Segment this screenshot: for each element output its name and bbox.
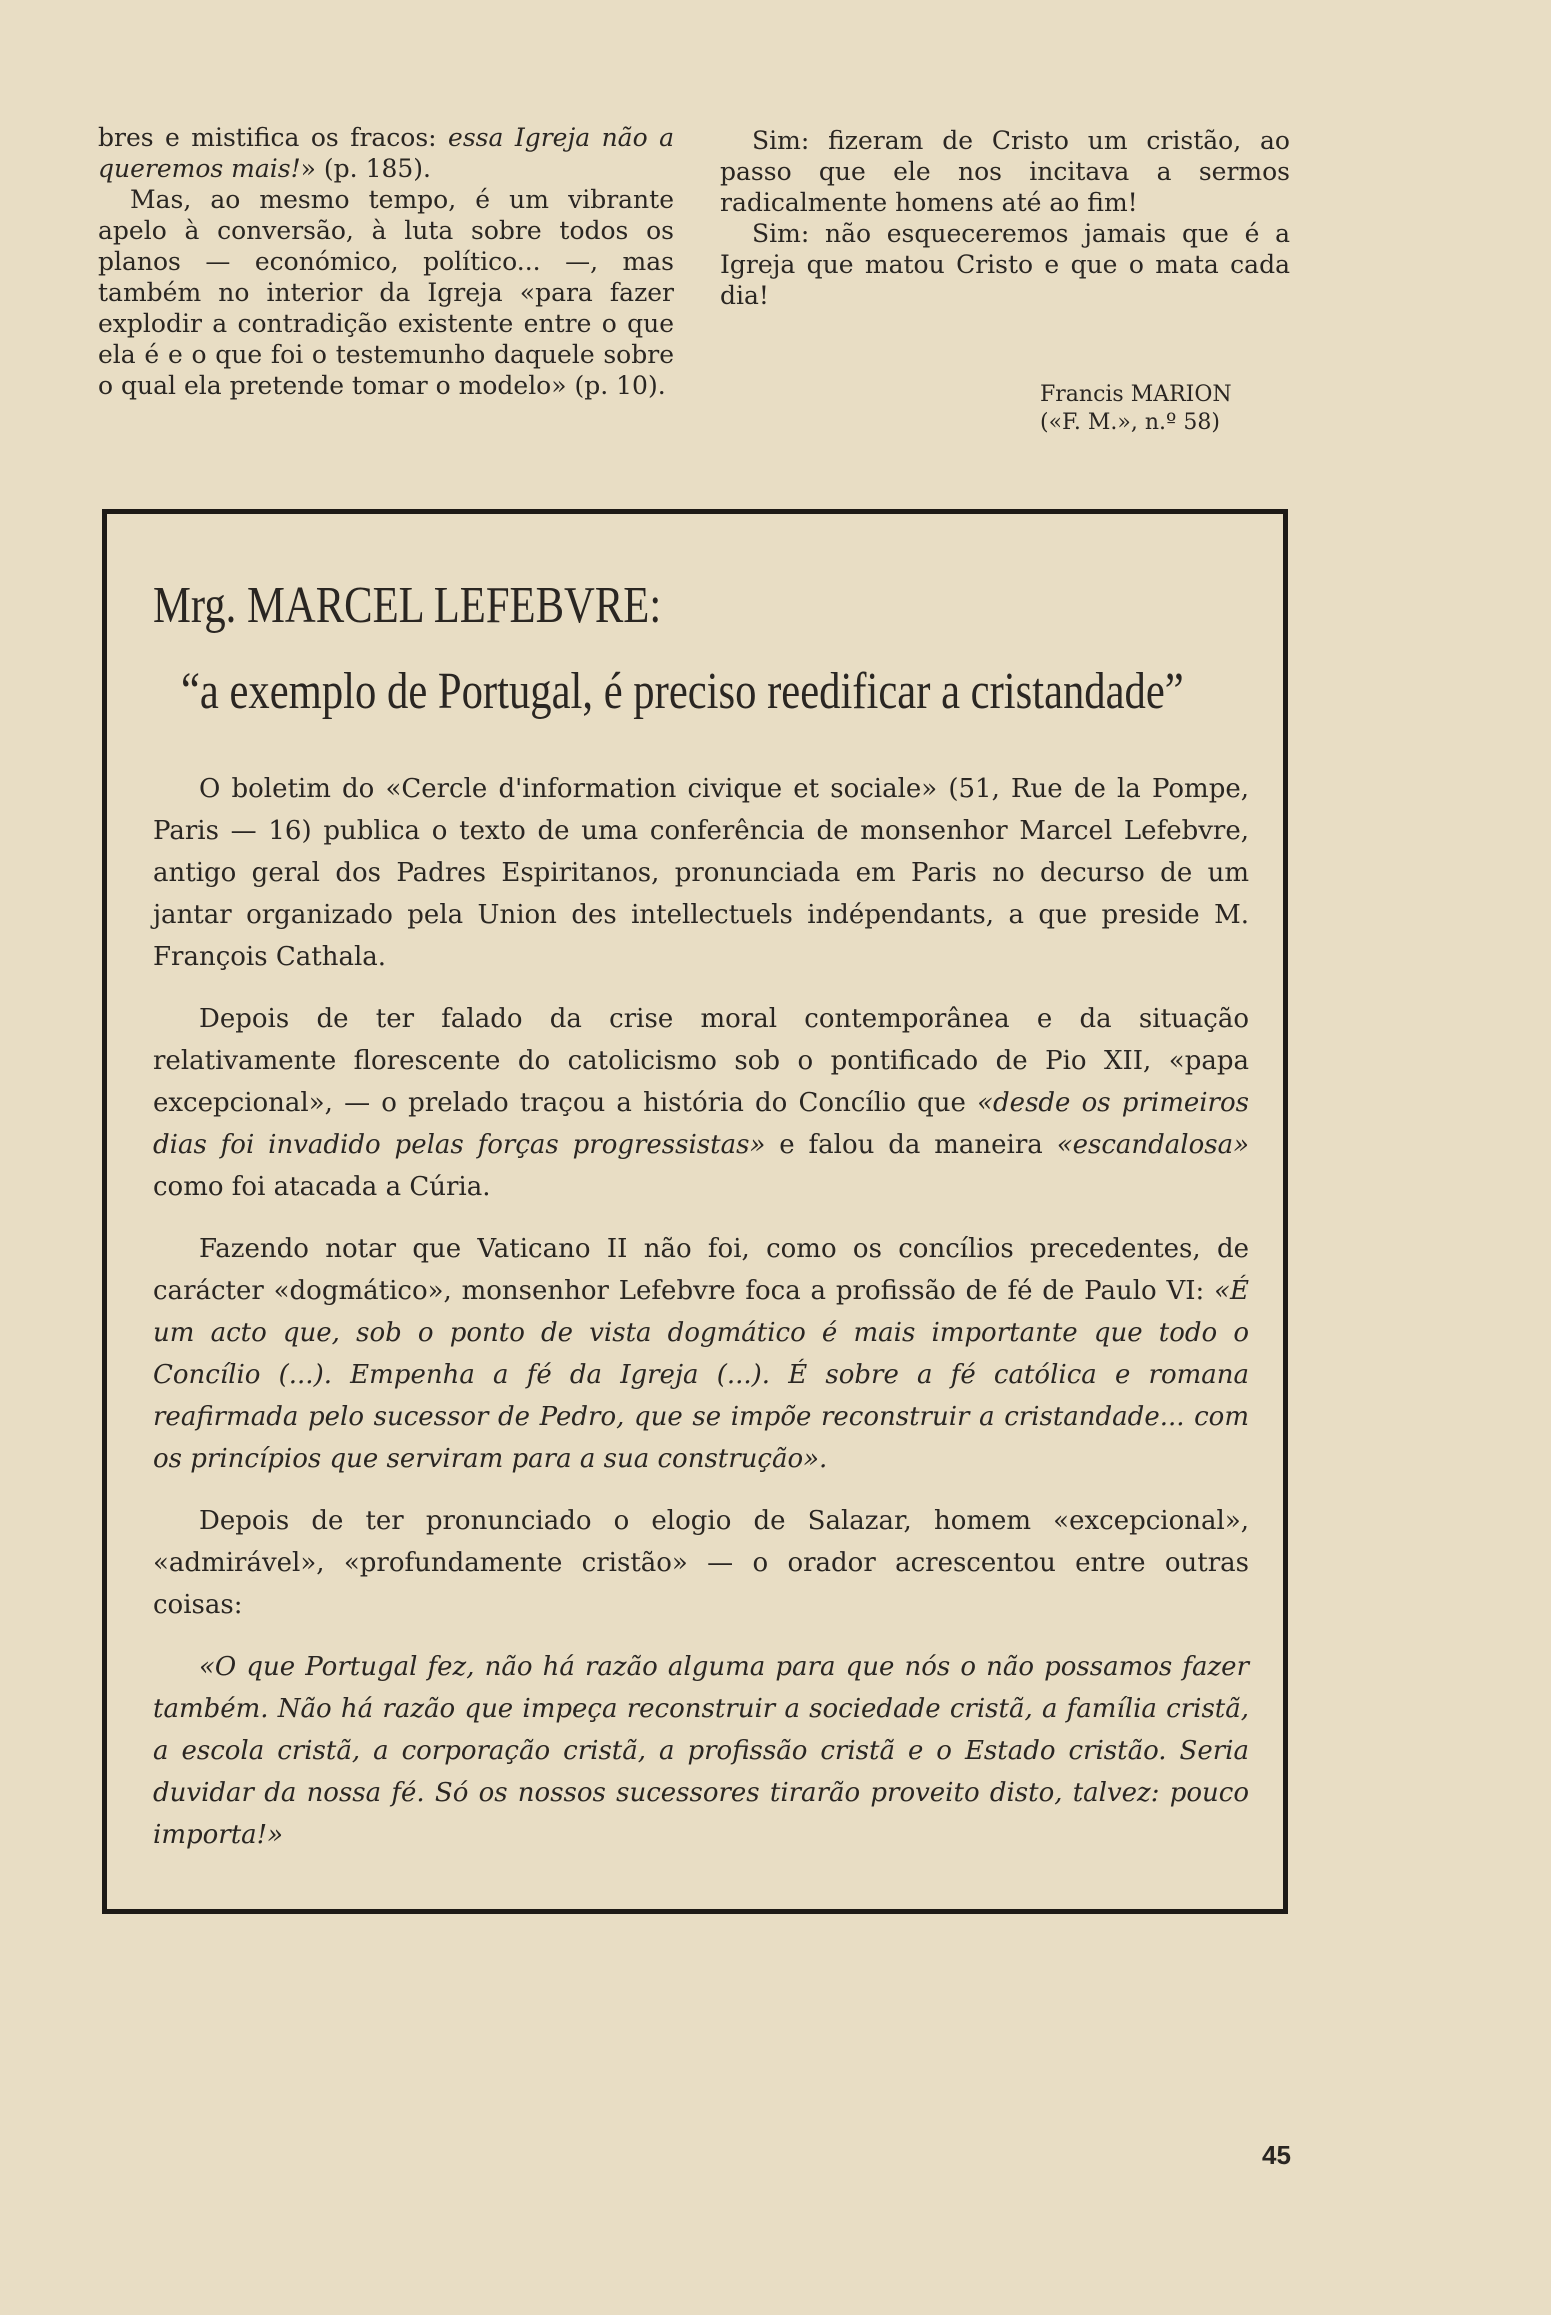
article-title: Mrg. MARCEL LEFEBVRE: — [153, 577, 662, 634]
right-paragraph-1: Sim: fizeram de Cristo um cristão, ao passo que ele nos incitava a sermos radicalmente homens até ao fim! — [720, 126, 1290, 217]
article-signature — [1040, 381, 1270, 437]
author-name: Francis MARION — [1040, 382, 1232, 407]
left-column — [98, 122, 674, 401]
article-box — [102, 509, 1288, 1914]
source-reference: («F. M.», n.º 58) — [1040, 410, 1220, 435]
box-paragraph-1: O boletim do «Cercle d'information civique et sociale» (51, Rue de la Pompe, Paris — 16) publica o texto de uma conferência de monsenhor Marcel Lefebvre, antigo geral dos Padres Espiritanos, pronunciada em Paris no decurso de um jantar organizado pela Union des intellectuels indépendants, a que preside M. François Cathala. — [153, 774, 1249, 972]
article-body — [153, 768, 1249, 1876]
box-quote: «O que Portugal fez, não há razão alguma para que nós o não possamos fazer também. Não há razão que impeça reconstruir a sociedade cristã, a família cristã, a escola cristã, a corporação cristã, a profissão cristã e o Estado cristão. Seria duvidar da nossa fé. Só os nossos sucessores tirarão proveito disto, talvez: pouco importa!» — [153, 1652, 1249, 1850]
left-paragraph-1: bres e mistifica os fracos: essa Igreja não a queremos mais!» (p. 185). — [98, 123, 674, 183]
box-paragraph-4: Depois de ter pronunciado o elogio de Salazar, homem «excepcional», «admirável», «profundamente cristão» — o orador acrescentou entre outras coisas: — [153, 1506, 1249, 1620]
left-paragraph-2: Mas, ao mesmo tempo, é um vibrante apelo à conversão, à luta sobre todos os planos — económico, político... —, mas também no interior da Igreja «para fazer explodir a contradição existente entre o que ela é e o que foi o testemunho daquele sobre o qual ela pretende tomar o modelo» (p. 10). — [98, 185, 674, 400]
page-number: 45 — [1262, 2140, 1291, 2170]
box-paragraph-2: Depois de ter falado da crise moral contemporânea e da situação relativamente florescente do catolicismo sob o pontificado de Pio XII, «papa excepcional», — o prelado traçou a história do Concílio que «desde os primeiros dias foi invadido pelas forças progressistas» e falou da maneira «escandalosa» como foi atacada a Cúria. — [153, 1004, 1249, 1202]
box-paragraph-3: Fazendo notar que Vaticano II não foi, como os concílios precedentes, de carácter «dogmático», monsenhor Lefebvre foca a profissão de fé de Paulo VI: «É um acto que, sob o ponto de vista dogmático é mais importante que todo o Concílio (...). Empenha a fé da Igreja (...). É sobre a fé católica e romana reafirmada pelo sucessor de Pedro, que se impõe reconstruir a cristandade... com os princípios que serviram para a sua construção». — [153, 1234, 1249, 1474]
article-subtitle: “a exemplo de Portugal, é preciso reedificar a cristandade” — [181, 663, 1184, 720]
right-column — [720, 125, 1290, 311]
right-paragraph-2: Sim: não esqueceremos jamais que é a Igreja que matou Cristo e que o mata cada dia! — [720, 219, 1290, 310]
